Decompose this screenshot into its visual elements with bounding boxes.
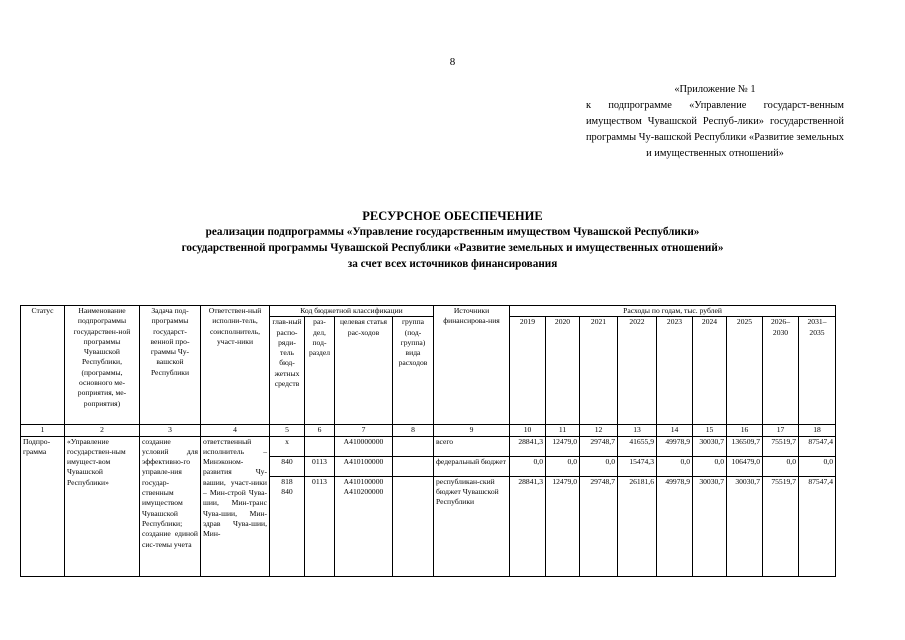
appendix-body: к подпрограмме «Управление государст-венным имуществом Чувашской Респуб-лики» государственной программы Чу-вашской Республики «Развитие земельных и имущественных отношений» (586, 100, 844, 159)
column-number: 18 (799, 425, 836, 436)
value-cell: 0,0 (580, 456, 618, 476)
value-cell: 26181,6 (618, 476, 657, 576)
grbs-cell: 818 840 (270, 476, 305, 576)
title-line-3: государственной программы Чувашской Республики «Развитие земельных и имущественных отношений» (181, 242, 724, 254)
value-cell: 0,0 (657, 456, 693, 476)
value-cell: 28841,3 (510, 476, 546, 576)
column-number: 11 (546, 425, 580, 436)
column-number: 6 (305, 425, 335, 436)
document-title (0, 208, 905, 272)
value-cell: 30030,7 (693, 476, 727, 576)
column-number: 17 (763, 425, 799, 436)
column-number: 8 (393, 425, 434, 436)
value-cell: 0,0 (546, 456, 580, 476)
header-task: Задача под-программы государст-венной про-граммы Чу-вашской Республики (140, 306, 201, 425)
header-target: целевая статья рас-ходов (335, 317, 393, 425)
value-cell: 41655,9 (618, 436, 657, 456)
value-cell: 106479,0 (727, 456, 763, 476)
column-number: 15 (693, 425, 727, 436)
title-line-2: реализации подпрограммы «Управление государственным имуществом Чувашской Республики» (205, 226, 700, 238)
value-cell: 87547,4 (799, 476, 836, 576)
value-cell: 15474,3 (618, 456, 657, 476)
title-line-4: за счет всех источников финансирования (347, 258, 558, 270)
group-cell (393, 456, 434, 476)
title-line-1: РЕСУРСНОЕ ОБЕСПЕЧЕНИЕ (362, 209, 543, 223)
value-cell: 12479,0 (546, 436, 580, 456)
header-year: 2023 (657, 317, 693, 425)
target-cell: А410100000 А410200000 (335, 476, 393, 576)
header-responsible: Ответствен-ный исполни-тель, соисполнитель, участ-ники (201, 306, 270, 425)
value-cell: 75519,7 (763, 436, 799, 456)
section-cell: 0113 (305, 456, 335, 476)
value-cell: 0,0 (693, 456, 727, 476)
value-cell: 0,0 (510, 456, 546, 476)
header-year: 2025 (727, 317, 763, 425)
target-cell: А410000000 (335, 436, 393, 456)
value-cell: 87547,4 (799, 436, 836, 456)
value-cell: 28841,3 (510, 436, 546, 456)
header-year: 2024 (693, 317, 727, 425)
column-number: 16 (727, 425, 763, 436)
page-number: 8 (449, 56, 456, 68)
header-year: 2026–2030 (763, 317, 799, 425)
header-name: Наименование подпрограммы государствен-ной программы Чувашской Республики, (программы, основного ме-роприятия, ме-роприятия) (65, 306, 140, 425)
value-cell: 29748,7 (580, 436, 618, 456)
target-cell: А410100000 (335, 456, 393, 476)
header-year: 2020 (546, 317, 580, 425)
subprogram-name-cell: «Управление государствен-ным имущест-вом Чувашской Республики» (65, 436, 140, 576)
column-number: 7 (335, 425, 393, 436)
column-number: 4 (201, 425, 270, 436)
appendix-note (586, 82, 844, 162)
status-cell: Подпро-грамма (21, 436, 65, 576)
value-cell: 12479,0 (546, 476, 580, 576)
value-cell: 49978,9 (657, 476, 693, 576)
source-cell: республикан-ский бюджет Чувашской Республики (434, 476, 510, 576)
source-cell: федеральный бюджет (434, 456, 510, 476)
appendix-title: «Приложение № 1 (674, 84, 756, 95)
column-number: 9 (434, 425, 510, 436)
header-expenses: Расходы по годам, тыс. рублей (510, 306, 836, 317)
value-cell: 30030,7 (727, 476, 763, 576)
section-cell (305, 436, 335, 456)
task-cell: создание условий для эффективно-го управле-ния государ-ственным имуществом Чувашской Республики; создание единой сис-темы учета (140, 436, 201, 576)
header-year: 2022 (618, 317, 657, 425)
header-grbs: глав-ный распо-ряди-тель бюд-жетных средств (270, 317, 305, 425)
table-row (21, 436, 836, 456)
column-number: 5 (270, 425, 305, 436)
column-number: 14 (657, 425, 693, 436)
header-year: 2021 (580, 317, 618, 425)
group-cell (393, 476, 434, 576)
column-number: 3 (140, 425, 201, 436)
grbs-cell: x (270, 436, 305, 456)
column-number: 2 (65, 425, 140, 436)
column-number: 13 (618, 425, 657, 436)
value-cell: 75519,7 (763, 476, 799, 576)
column-number: 10 (510, 425, 546, 436)
header-status: Статус (21, 306, 65, 425)
header-year: 2019 (510, 317, 546, 425)
value-cell: 0,0 (799, 456, 836, 476)
value-cell: 136509,7 (727, 436, 763, 456)
header-year: 2031–2035 (799, 317, 836, 425)
value-cell: 0,0 (763, 456, 799, 476)
header-group: группа (под-группа) вида расходов (393, 317, 434, 425)
section-cell: 0113 (305, 476, 335, 576)
column-number: 12 (580, 425, 618, 436)
header-sources: Источники финансирова-ния (434, 306, 510, 425)
resource-table (20, 305, 836, 577)
column-number: 1 (21, 425, 65, 436)
source-cell: всего (434, 436, 510, 456)
header-section: раз-дел, под-раздел (305, 317, 335, 425)
column-number-row (21, 425, 836, 436)
value-cell: 49978,9 (657, 436, 693, 456)
value-cell: 30030,7 (693, 436, 727, 456)
header-budget-code: Код бюджетной классификации (270, 306, 434, 317)
grbs-cell: 840 (270, 456, 305, 476)
group-cell (393, 436, 434, 456)
responsible-cell: ответственный исполнитель – Минэконом-развития Чу-вашии, участ-ники – Мин-строй Чува-шии, Мин-транс Чува-шии, Мин-здрав Чува-шии, Мин- (201, 436, 270, 576)
value-cell: 29748,7 (580, 476, 618, 576)
